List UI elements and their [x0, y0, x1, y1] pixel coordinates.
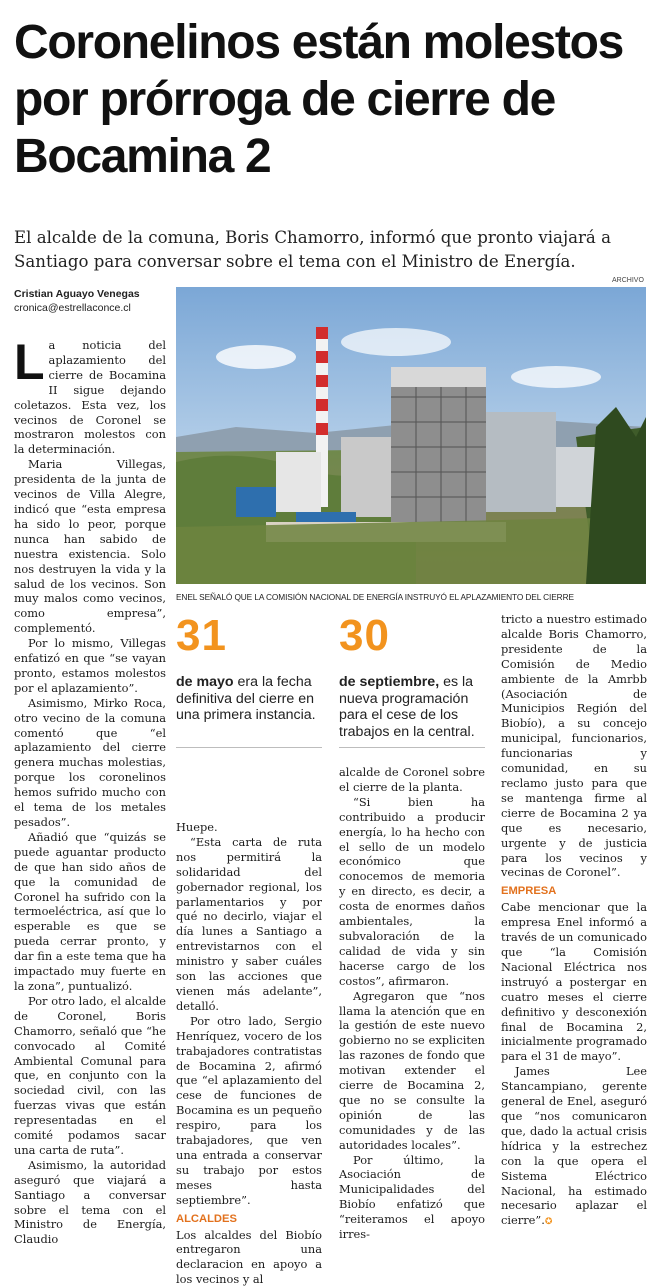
byline-author: Cristian Aguayo Venegas: [14, 288, 140, 300]
stat-number: 30: [339, 611, 390, 660]
column-3: [339, 765, 485, 1242]
paragraph: alcalde de Coronel sobre el cierre de la planta.: [339, 765, 485, 794]
paragraph: Por otro lado, Sergio Henríquez, vocero de los trabajadores contratistas de Bocamina 2, afirmó que “el aplazamiento del cese de funciones de Bocamina es un pequeño respiro, para los trabajadores, que ven una entrada a conservar su trabajo por estos meses hasta septiembre”.: [176, 1013, 322, 1207]
paragraph: Agregaron que “nos llama la atención que en la gestión de este nuevo gobierno no se expliciten las razones de fondo que motivan extender el cierre de Bocamina 2, que no se consulte la opinión de las comunidades y de las autoridades locales”.: [339, 988, 485, 1152]
paragraph: La noticia del aplazamiento del cierre de Bocamina II sigue dejando coletazos. Esta vez, los vecinos de Coronel se mostraron molestos con la determinación.: [14, 334, 166, 457]
stat-block-may: [176, 612, 326, 724]
paragraph: Por último, la Asociación de Municipalidades del Biobío enfatizó que “reiteramos el apoyo irres-: [339, 1152, 485, 1242]
paragraph: “Esta carta de ruta nos permitirá la solidaridad del gobernador regional, los parlamentarios y por qué no decirlo, viajar el día lunes a Santiago a entrevistarnos con el ministro y saber cuáles son las acciones que vienen más adelante”, detalló.: [176, 834, 322, 1013]
paragraph: Añadió que “quizás se puede aguantar producto de que han sido años de que la comunidad de Coronel ha sufrido con la termoeléctrica, así que lo esperable es que se pueda cerrar pronto, y dar fin a este tema que ha impactado muy fuerte en la zona”, puntualizó.: [14, 829, 166, 993]
stat-text: de septiembre, es la nueva programación para el cese de los trabajos en la central.: [339, 674, 475, 740]
power-plant-photo: [176, 287, 646, 584]
paragraph: James Lee Stancampiano, gerente general de Enel, aseguró que “nos comunicaron que, dado la actual crisis hídrica y la estrechez con la que opera el Sistema Eléctrico Nacional, ha estimado necesario aplazar el cierre”.✪: [501, 1064, 647, 1228]
paragraph: Asimismo, la autoridad aseguró que viajará a Santiago a conversar sobre el tema con el Ministro de Energía, Claudio: [14, 1157, 166, 1247]
paragraph: Maria Villegas, presidenta de la junta de vecinos de Villa Alegre, indicó que “esta empresa ha sido lo peor, porque nunca han sabido de nuestra existencia. Solo nos destruyen la vida y la salud de los vecinos. Son muy malos como vecinos, como empresa”, complementó.: [14, 457, 166, 636]
photo-caption: ENEL SEÑALÓ QUE LA COMISIÓN NACIONAL DE ENERGÍA INSTRUYÓ EL APLAZAMIENTO DEL CIERRE: [176, 592, 574, 602]
paragraph: Cabe mencionar que la empresa Enel informó a través de un comunicado que “la Comisión Nacional Eléctrica nos instruyó a postergar en cuatro meses el cierre definitivo y desconexión final de Bocamina 2, inicialmente programado para el 31 de mayo”.: [501, 900, 647, 1064]
column-4: [501, 612, 647, 1230]
end-of-article-icon: ✪: [544, 1217, 553, 1228]
divider: [339, 747, 485, 748]
column-2: [176, 820, 322, 1287]
stat-text: de mayo era la fecha definitiva del cierre en una primera instancia.: [176, 674, 316, 724]
paragraph: “Si bien ha contribuido a producir energía, lo ha hecho con el sello de un modelo económico que conocemos de memoria y en directo, es decir, a costa de enormes daños ambientales, la subvaloración de la calidad de vida y sin hacerse cargo de los costos”, afirmaron.: [339, 794, 485, 988]
stat-number: 31: [176, 611, 227, 660]
paragraph: Huepe.: [176, 820, 218, 834]
photo-credit: ARCHIVO: [612, 277, 644, 284]
byline-email[interactable]: cronica@estrellaconce.cl: [14, 302, 131, 314]
headline: Coronelinos están molestos por prórroga de cierre de Bocamina 2: [14, 16, 623, 183]
dropcap: L: [14, 334, 45, 390]
subhead-alcaldes: ALCALDES: [176, 1212, 237, 1225]
byline: [14, 287, 174, 315]
paragraph: Por otro lado, el alcalde de Coronel, Boris Chamorro, señaló que “he convocado al Comité Ambiental Comunal para que, en conjunto con la sociedad civil, con las fuerzas vivas que están representadas en el comité podamos sacar una carta de ruta”.: [14, 993, 166, 1157]
column-1: [14, 334, 166, 1247]
paragraph: Asimismo, Mirko Roca, otro vecino de la comuna comentó que “el aplazamiento del cierre genera muchas molestias, porque los coronelinos hemos sufrido mucho con el tema de los metales pesados”.: [14, 695, 166, 829]
paragraph: Los alcaldes del Biobío entregaron una declaracion en apoyo a los vecinos y al: [176, 1227, 322, 1287]
paragraph: Por lo mismo, Villegas enfatizó en que “se vayan pronto, estamos molestos por el aplazamiento”.: [14, 636, 166, 695]
stat-block-september: [339, 612, 489, 740]
deck: El alcalde de la comuna, Boris Chamorro, informó que pronto viajará a Santiago para conversar sobre el tema con el Ministro de Energía.: [14, 228, 611, 271]
divider: [176, 747, 322, 748]
subhead-empresa: EMPRESA: [501, 885, 557, 898]
paragraph: tricto a nuestro estimado alcalde Boris Chamorro, presidente de la Comisión de Medio ambiente de la Amrbb (Asociación de Municipios Región del Biobío), a su concejo municipal, funcionarios, funcionarias y comunidad, en su reclamo justo para que se mantenga firme al cierre de Bocamina 2 ya que es necesario, urgente y de justicia para los vecinos y vecinas de Coronel”.: [501, 612, 647, 880]
